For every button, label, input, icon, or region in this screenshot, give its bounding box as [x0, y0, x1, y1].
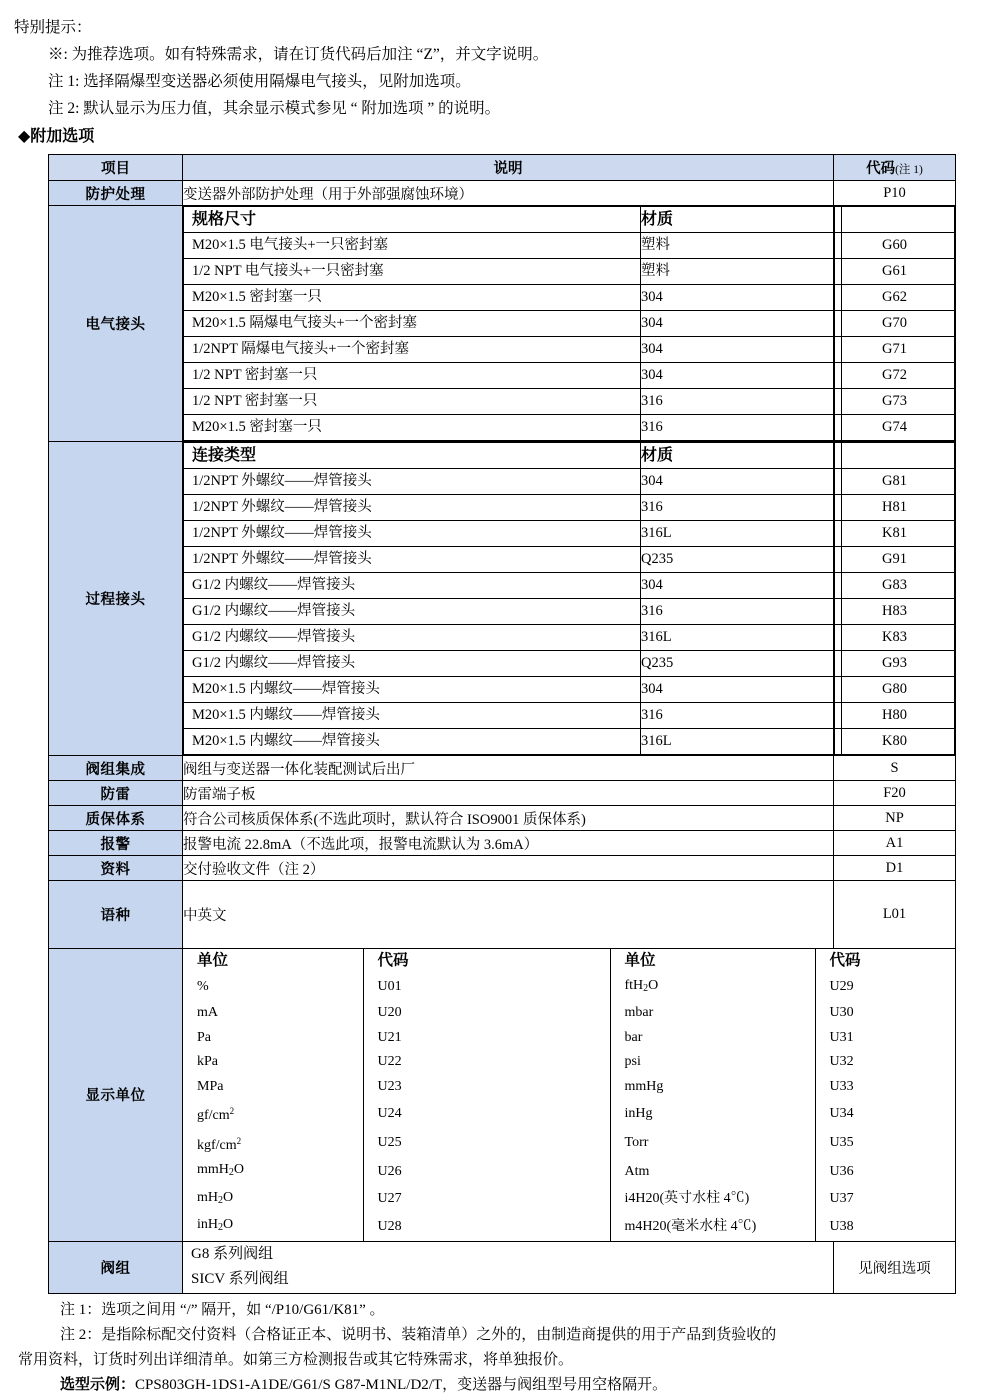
- process-material: 304: [641, 677, 842, 703]
- unit-left: kgf/$cm^2$: [197, 1135, 242, 1153]
- footer-note-1: 注 1：选项之间用 “/” 隔开，如 “/P10/G61/K81” 。: [60, 1301, 385, 1318]
- process-material: 316L: [641, 625, 842, 651]
- process-code: G80: [835, 677, 955, 703]
- electrical-code: G72: [835, 363, 955, 389]
- electrical-list-item: [184, 363, 842, 389]
- electrical-code-spacer: [835, 207, 955, 233]
- row-code-protection: P10: [834, 181, 956, 206]
- unit-left: mA: [197, 1005, 218, 1020]
- electrical-code: G61: [835, 259, 955, 285]
- row-desc-protection: 变送器外部防护处理（用于外部强腐蚀环境）: [183, 181, 834, 206]
- electrical-spec: 1/2 NPT 电气接头+一只密封塞: [184, 259, 641, 285]
- table-row-quality: [49, 806, 956, 831]
- unit-code-left: U26: [363, 1158, 610, 1186]
- unit-left: mmH$_2$O: [197, 1162, 245, 1178]
- unit-code-right: U36: [815, 1158, 955, 1186]
- process-type-list: [183, 442, 842, 755]
- additional-options-table-wrap: [48, 154, 955, 1294]
- electrical-code-item: [835, 415, 955, 441]
- process-material: 316: [641, 703, 842, 729]
- units-head-code-right: 代码: [815, 949, 955, 974]
- process-code-item: [835, 573, 955, 599]
- process-code: G93: [835, 651, 955, 677]
- process-code-item: [835, 625, 955, 651]
- process-material: 304: [641, 573, 842, 599]
- process-list-item: [184, 625, 842, 651]
- electrical-list-head: [184, 207, 842, 233]
- electrical-code: G74: [835, 415, 955, 441]
- process-type: 1/2NPT 外螺纹——焊管接头: [184, 495, 641, 521]
- row-item-electrical: 电气接头: [49, 206, 183, 442]
- unit-right: Atm: [610, 1158, 815, 1186]
- process-material: 304: [641, 469, 842, 495]
- electrical-spec: M20×1.5 隔爆电气接头+一个密封塞: [184, 311, 641, 337]
- process-list-head: [184, 443, 842, 469]
- units-head-unit-right: 单位: [610, 949, 815, 974]
- unit-left: kPa: [197, 1054, 218, 1069]
- table-row-language: [49, 881, 956, 949]
- process-type: G1/2 内螺纹——焊管接头: [184, 625, 641, 651]
- electrical-material: 304: [641, 363, 842, 389]
- unit-code-left: U27: [363, 1186, 610, 1214]
- unit-left: %: [197, 979, 209, 994]
- process-code: G83: [835, 573, 955, 599]
- valve-group-line-1: G8 系列阀组: [191, 1246, 274, 1262]
- units-row: [183, 1001, 955, 1026]
- electrical-list-item: [184, 389, 842, 415]
- footer-note-2-line-1: 注 2：是指除标配交付资料（合格证正本、说明书、装箱清单）之外的，由制造商提供的用于产品到货验收的: [60, 1326, 777, 1343]
- units-row: [183, 1050, 955, 1075]
- process-code: G91: [835, 547, 955, 573]
- row-desc-lightning: 防雷端子板: [183, 781, 834, 806]
- units-row: [183, 1075, 955, 1100]
- electrical-list-item: [184, 259, 842, 285]
- unit-code-left: U25: [363, 1129, 610, 1159]
- process-type: 1/2NPT 外螺纹——焊管接头: [184, 521, 641, 547]
- units-head-row: [183, 949, 955, 974]
- footer-notes: [0, 1298, 1000, 1398]
- electrical-material: 304: [641, 311, 842, 337]
- process-code-item: [835, 469, 955, 495]
- row-item-language: 语种: [49, 881, 183, 949]
- unit-code-right: U38: [815, 1213, 955, 1241]
- process-code: K80: [835, 729, 955, 755]
- process-code: K83: [835, 625, 955, 651]
- table-row-alarm: [49, 831, 956, 856]
- electrical-spec: M20×1.5 电气接头+一只密封塞: [184, 233, 641, 259]
- unit-code-right: U32: [815, 1050, 955, 1075]
- unit-right: ftH$_2$O: [610, 974, 815, 1002]
- row-desc-alarm: 报警电流 22.8mA（不选此项，报警电流默认为 3.6mA）: [183, 831, 834, 856]
- electrical-material: 316: [641, 389, 842, 415]
- process-type: G1/2 内螺纹——焊管接头: [184, 599, 641, 625]
- process-code: G81: [835, 469, 955, 495]
- electrical-material: 塑料: [641, 259, 842, 285]
- units-table: [183, 949, 955, 1241]
- row-item-lightning: 防雷: [49, 781, 183, 806]
- row-item-valve-integration: 阀组集成: [49, 756, 183, 781]
- process-head-type: 连接类型: [184, 443, 641, 469]
- process-list-item: [184, 573, 842, 599]
- electrical-code-list: [834, 206, 955, 441]
- process-list-item: [184, 495, 842, 521]
- process-list-item: [184, 677, 842, 703]
- process-material: Q235: [641, 651, 842, 677]
- row-item-alarm: 报警: [49, 831, 183, 856]
- row-code-valve-integration: S: [834, 756, 956, 781]
- row-code-lightning: F20: [834, 781, 956, 806]
- process-code-item: [835, 521, 955, 547]
- row-item-display-units: 显示单位: [49, 949, 183, 1242]
- process-type: 1/2NPT 外螺纹——焊管接头: [184, 547, 641, 573]
- process-code-item: [835, 703, 955, 729]
- row-desc-valve-group: [183, 1241, 834, 1293]
- electrical-list-item: [184, 311, 842, 337]
- process-code-item: [835, 651, 955, 677]
- electrical-list-item: [184, 415, 842, 441]
- process-type: M20×1.5 内螺纹——焊管接头: [184, 729, 641, 755]
- process-type: G1/2 内螺纹——焊管接头: [184, 651, 641, 677]
- electrical-code: G60: [835, 233, 955, 259]
- process-code: H81: [835, 495, 955, 521]
- process-code-item: [835, 547, 955, 573]
- units-row: [183, 1213, 955, 1241]
- electrical-code-item: [835, 311, 955, 337]
- unit-right: m4H20(毫米水柱 4℃): [610, 1213, 815, 1241]
- process-code-spacer: [835, 443, 955, 469]
- header-item: 项目: [49, 155, 183, 181]
- unit-code-left: U20: [363, 1001, 610, 1026]
- electrical-list-item: [184, 337, 842, 363]
- electrical-code-item: [835, 389, 955, 415]
- unit-code-right: U37: [815, 1186, 955, 1214]
- electrical-material: 塑料: [641, 233, 842, 259]
- units-head-code-left: 代码: [363, 949, 610, 974]
- units-row: [183, 1186, 955, 1214]
- special-notes-block: [0, 0, 1000, 150]
- process-head-material: 材质: [641, 443, 842, 469]
- table-row-electrical: [49, 206, 956, 442]
- unit-code-right: U29: [815, 974, 955, 1002]
- electrical-list-item: [184, 233, 842, 259]
- row-code-electrical: [834, 206, 956, 442]
- process-list-item: [184, 469, 842, 495]
- row-desc-quality: 符合公司核质保体系(不选此项时，默认符合 ISO9001 质保体系): [183, 806, 834, 831]
- footer-example-value: CPS803GH-1DS1-A1DE/G61/S G87-M1NL/D2/T，变送器与阀组型号用空格隔开。: [135, 1376, 668, 1393]
- table-row-protection: [49, 181, 956, 206]
- unit-code-right: U30: [815, 1001, 955, 1026]
- process-list-item: [184, 547, 842, 573]
- electrical-code-item: [835, 259, 955, 285]
- electrical-spec-list: [183, 206, 842, 441]
- electrical-spec: 1/2 NPT 密封塞一只: [184, 363, 641, 389]
- electrical-material: 304: [641, 337, 842, 363]
- process-material: Q235: [641, 547, 842, 573]
- row-item-quality: 质保体系: [49, 806, 183, 831]
- electrical-spec: M20×1.5 密封塞一只: [184, 285, 641, 311]
- electrical-spec: 1/2 NPT 密封塞一只: [184, 389, 641, 415]
- row-desc-display-units: [183, 949, 956, 1242]
- note-2: 注 2: 默认显示为压力值，其余显示模式参见 “ 附加选项 ” 的说明。: [48, 100, 501, 117]
- footer-example: [18, 1373, 1000, 1398]
- special-notes-title: 特别提示：: [14, 19, 92, 36]
- process-list-item: [184, 729, 842, 755]
- row-desc-process: [183, 442, 834, 756]
- process-list-item: [184, 703, 842, 729]
- electrical-code-item: [835, 337, 955, 363]
- row-item-valve-group: 阀组: [49, 1241, 183, 1293]
- process-code: H83: [835, 599, 955, 625]
- process-list-item: [184, 599, 842, 625]
- electrical-code: G62: [835, 285, 955, 311]
- units-row: [183, 1099, 955, 1129]
- unit-right: i4H20(英寸水柱 4℃): [610, 1186, 815, 1214]
- process-code-item: [835, 729, 955, 755]
- row-item-documents: 资料: [49, 856, 183, 881]
- electrical-code-item: [835, 285, 955, 311]
- unit-right: psi: [610, 1050, 815, 1075]
- unit-right: bar: [610, 1026, 815, 1051]
- row-code-documents: D1: [834, 856, 956, 881]
- process-list-item: [184, 651, 842, 677]
- row-code-quality: NP: [834, 806, 956, 831]
- process-code-item: [835, 599, 955, 625]
- unit-right: mbar: [610, 1001, 815, 1026]
- process-list-item: [184, 521, 842, 547]
- unit-right: Torr: [610, 1129, 815, 1159]
- process-material: 316: [641, 495, 842, 521]
- electrical-material: 304: [641, 285, 842, 311]
- unit-code-right: U33: [815, 1075, 955, 1100]
- unit-code-left: U22: [363, 1050, 610, 1075]
- header-description: 说明: [183, 155, 834, 181]
- table-row-valve-integration: [49, 756, 956, 781]
- electrical-spec: M20×1.5 密封塞一只: [184, 415, 641, 441]
- header-code-note: (注 1): [895, 164, 923, 176]
- process-type: 1/2NPT 外螺纹——焊管接头: [184, 469, 641, 495]
- footer-example-label: 选型示例：: [60, 1376, 136, 1393]
- row-desc-language: 中英文: [183, 881, 834, 949]
- units-row: [183, 1026, 955, 1051]
- units-head-unit-left: 单位: [197, 952, 229, 969]
- unit-code-right: U31: [815, 1026, 955, 1051]
- process-material: 316: [641, 599, 842, 625]
- table-row-lightning: [49, 781, 956, 806]
- electrical-material: 316: [641, 415, 842, 441]
- unit-right: mmHg: [610, 1075, 815, 1100]
- footer-note-2-line-2: 常用资料，订货时列出详细清单。如第三方检测报告或其它特殊需求，将单独报价。: [18, 1351, 574, 1368]
- unit-code-left: U01: [363, 974, 610, 1002]
- row-code-language: L01: [834, 881, 956, 949]
- process-code: H80: [835, 703, 955, 729]
- electrical-code-item: [835, 363, 955, 389]
- table-row-process: [49, 442, 956, 756]
- unit-left: $gf/cm^2$: [197, 1106, 235, 1123]
- unit-code-left: U28: [363, 1213, 610, 1241]
- unit-code-left: U24: [363, 1099, 610, 1129]
- process-type: M20×1.5 内螺纹——焊管接头: [184, 677, 641, 703]
- header-code-label: 代码: [866, 161, 896, 177]
- row-item-protection: 防护处理: [49, 181, 183, 206]
- unit-code-left: U21: [363, 1026, 610, 1051]
- electrical-head-spec: 规格尺寸: [184, 207, 641, 233]
- unit-left: Pa: [197, 1029, 211, 1045]
- note-recommended: ※: 为推荐选项。如有特殊需求，请在订货代码后加注 “Z”，并文字说明。: [48, 46, 549, 63]
- row-code-process: [834, 442, 956, 756]
- process-code: K81: [835, 521, 955, 547]
- row-code-valve-group: 见阀组选项: [834, 1241, 956, 1293]
- row-code-alarm: A1: [834, 831, 956, 856]
- process-type: M20×1.5 内螺纹——焊管接头: [184, 703, 641, 729]
- valve-group-line-2: SICV 系列阀组: [191, 1271, 289, 1287]
- electrical-code-item: [835, 233, 955, 259]
- unit-left: MPa: [197, 1078, 224, 1094]
- process-code-list: [834, 442, 955, 755]
- units-row: [183, 974, 955, 1002]
- table-row-valve-group: [49, 1241, 956, 1293]
- process-material: 316L: [641, 521, 842, 547]
- table-row-display-units: [49, 949, 956, 1242]
- process-code-item: [835, 677, 955, 703]
- unit-code-left: U23: [363, 1075, 610, 1100]
- table-row-documents: [49, 856, 956, 881]
- additional-options-table: [48, 154, 956, 1294]
- unit-code-right: U34: [815, 1099, 955, 1129]
- units-row: [183, 1158, 955, 1186]
- units-row: [183, 1129, 955, 1159]
- section-heading-additional-options: ◆附加选项: [18, 128, 95, 145]
- row-desc-documents: 交付验收文件（注 2）: [183, 856, 834, 881]
- electrical-code: G70: [835, 311, 955, 337]
- process-type: G1/2 内螺纹——焊管接头: [184, 573, 641, 599]
- unit-left: inH$_2$O: [197, 1217, 234, 1233]
- electrical-spec: 1/2NPT 隔爆电气接头+一个密封塞: [184, 337, 641, 363]
- table-header-row: [49, 155, 956, 181]
- process-material: 316L: [641, 729, 842, 755]
- electrical-code: G73: [835, 389, 955, 415]
- electrical-list-item: [184, 285, 842, 311]
- header-code: [834, 155, 956, 181]
- row-desc-valve-integration: 阀组与变送器一体化装配测试后出厂: [183, 756, 834, 781]
- process-code-item: [835, 495, 955, 521]
- unit-right: inHg: [610, 1099, 815, 1129]
- row-desc-electrical: [183, 206, 834, 442]
- electrical-head-material: 材质: [641, 207, 842, 233]
- unit-code-right: U35: [815, 1129, 955, 1159]
- note-1: 注 1: 选择隔爆型变送器必须使用隔爆电气接头，见附加选项。: [48, 73, 471, 90]
- electrical-code: G71: [835, 337, 955, 363]
- row-item-process: 过程接头: [49, 442, 183, 756]
- unit-left: $mH_2O$: [197, 1189, 234, 1206]
